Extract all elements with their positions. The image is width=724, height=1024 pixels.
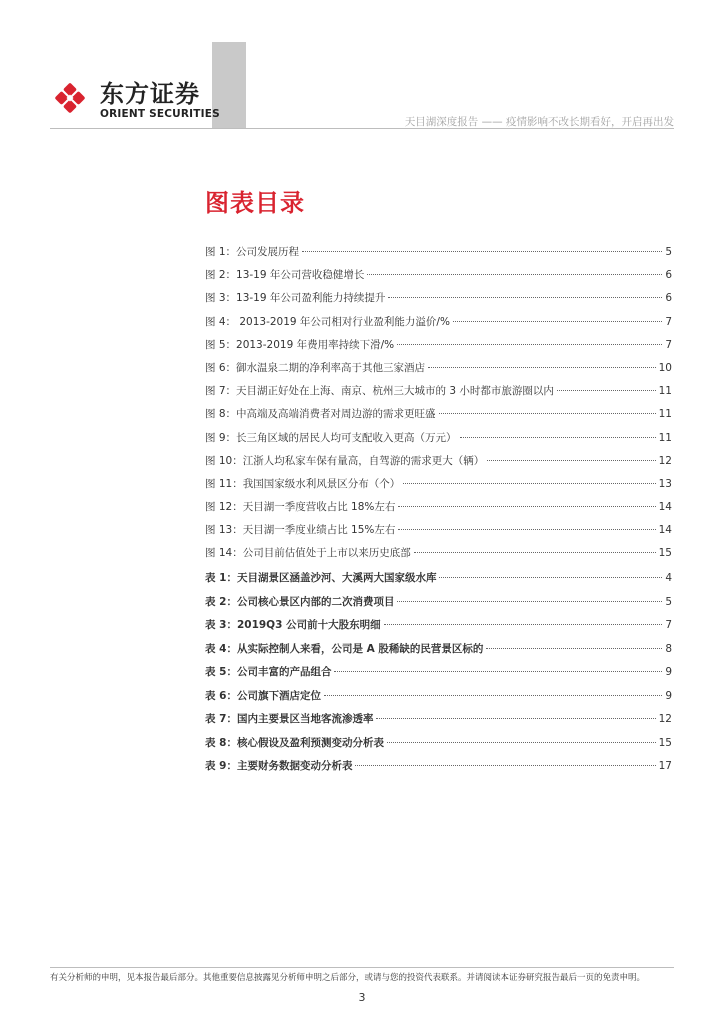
toc-figure-entry[interactable] [205, 453, 672, 476]
toc-entry-page: 7 [665, 619, 672, 631]
toc-dot-leader [398, 506, 655, 507]
toc-dot-leader [403, 483, 655, 484]
toc-entry-page: 7 [665, 338, 672, 351]
toc-entry-label: 图 1：公司发展历程 [205, 246, 300, 258]
toc-entry-label: 图 7：天目湖正好处在上海、南京、杭州三大城市的 3 小时都市旅游圈以内 [205, 385, 554, 398]
toc-table-entry[interactable] [205, 711, 672, 735]
toc-entry-page: 11 [658, 385, 672, 398]
toc-entry-page: 15 [658, 547, 672, 560]
figure-index-list [205, 244, 672, 569]
toc-dot-leader [439, 577, 662, 578]
toc-entry-page: 5 [665, 246, 672, 258]
toc-figure-entry[interactable] [205, 337, 672, 360]
toc-entry-label: 表 6：公司旗下酒店定位 [205, 689, 321, 702]
toc-entry-page: 13 [658, 477, 672, 490]
toc-dot-leader [367, 274, 662, 275]
toc-table-entry[interactable] [205, 570, 672, 594]
toc-figure-entry[interactable] [205, 406, 672, 429]
footer-disclaimer: 有关分析师的申明，见本报告最后部分。其他重要信息披露见分析师申明之后部分，或请与您的投资代表联系。并请阅读本证券研究报告最后一页的免责申明。 [50, 973, 646, 983]
logo-name-cn: 东方证券 [100, 80, 200, 108]
toc-dot-leader [324, 695, 662, 696]
toc-entry-page: 14 [658, 501, 672, 514]
toc-dot-leader [384, 624, 663, 625]
toc-table-entry[interactable] [205, 594, 672, 618]
toc-entry-label: 图 12：天目湖一季度营收占比 18%左右 [205, 501, 396, 514]
toc-figure-entry[interactable] [205, 522, 672, 545]
toc-dot-leader [376, 718, 655, 719]
toc-table-entry[interactable] [205, 735, 672, 759]
toc-dot-leader [557, 390, 656, 391]
toc-entry-page: 10 [658, 361, 672, 374]
toc-entry-page: 9 [665, 666, 672, 678]
toc-entry-label: 表 7：国内主要景区当地客流渗透率 [205, 713, 374, 725]
toc-entry-page: 4 [665, 572, 672, 584]
toc-entry-page: 11 [658, 431, 672, 444]
toc-entry-label: 图 3：13-19 年公司盈利能力持续提升 [205, 292, 386, 305]
toc-dot-leader [414, 552, 656, 553]
toc-entry-label: 图 10：江浙人均私家车保有量高，自驾游的需求更大（辆） [205, 454, 485, 467]
toc-table-entry[interactable] [205, 617, 672, 641]
toc-dot-leader [398, 529, 655, 530]
toc-entry-page: 7 [665, 315, 672, 328]
toc-dot-leader [460, 437, 656, 438]
toc-dot-leader [453, 321, 662, 322]
toc-figure-entry[interactable] [205, 267, 672, 290]
logo-name-en: ORIENT SECURITIES [100, 108, 220, 120]
toc-entry-label: 图 2：13-19 年公司营收稳健增长 [205, 269, 365, 282]
toc-figure-entry[interactable] [205, 383, 672, 406]
toc-figure-entry[interactable] [205, 244, 672, 267]
toc-figure-entry[interactable] [205, 360, 672, 383]
toc-entry-label: 图 6：御水温泉二期的净利率高于其他三家酒店 [205, 361, 426, 374]
toc-entry-page: 8 [665, 642, 672, 655]
toc-dot-leader [439, 413, 656, 414]
toc-dot-leader [397, 601, 662, 602]
orient-logo-icon [50, 78, 90, 118]
toc-entry-page: 5 [665, 595, 672, 608]
toc-table-entry[interactable] [205, 641, 672, 665]
toc-figure-entry[interactable] [205, 314, 672, 337]
toc-entry-page: 14 [658, 524, 672, 537]
header-divider [50, 128, 674, 129]
toc-entry-label: 表 9：主要财务数据变动分析表 [205, 760, 353, 772]
toc-figure-entry[interactable] [205, 476, 672, 499]
toc-entry-page: 6 [665, 269, 672, 282]
toc-entry-label: 图 9：长三角区域的居民人均可支配收入更高（万元） [205, 431, 457, 444]
toc-dot-leader [388, 297, 662, 298]
toc-entry-label: 图 14：公司目前估值处于上市以来历史底部 [205, 547, 411, 560]
toc-entry-label: 表 5：公司丰富的产品组合 [205, 666, 332, 678]
toc-table-entry[interactable] [205, 688, 672, 712]
footer-divider [50, 967, 674, 968]
report-caption: 天目湖深度报告 —— 疫情影响不改长期看好，开启再出发 [404, 116, 674, 128]
toc-entry-label: 图 8：中高端及高端消费者对周边游的需求更旺盛 [205, 408, 436, 421]
table-index-list [205, 570, 672, 782]
toc-table-entry[interactable] [205, 664, 672, 688]
toc-dot-leader [428, 367, 656, 368]
toc-entry-page: 11 [658, 408, 672, 421]
toc-entry-label: 表 8：核心假设及盈利预测变动分析表 [205, 736, 384, 749]
toc-entry-page: 17 [658, 760, 672, 772]
toc-figure-entry[interactable] [205, 499, 672, 522]
toc-entry-page: 15 [658, 736, 672, 749]
toc-dot-leader [302, 251, 662, 252]
toc-dot-leader [355, 765, 655, 766]
toc-entry-page: 9 [665, 689, 672, 702]
toc-figure-entry[interactable] [205, 545, 672, 568]
toc-title: 图表目录 [205, 189, 305, 217]
page-number: 3 [358, 991, 366, 1004]
toc-entry-label: 图 13：天目湖一季度业绩占比 15%左右 [205, 524, 396, 537]
toc-figure-entry[interactable] [205, 290, 672, 313]
toc-entry-label: 表 3：2019Q3 公司前十大股东明细 [205, 619, 381, 631]
toc-entry-page: 12 [658, 454, 672, 467]
toc-entry-label: 图 11：我国国家级水利风景区分布（个） [205, 477, 401, 490]
toc-entry-page: 6 [665, 292, 672, 305]
toc-table-entry[interactable] [205, 758, 672, 782]
toc-entry-label: 图 4： 2013-2019 年公司相对行业盈利能力溢价/% [205, 315, 450, 328]
toc-dot-leader [334, 671, 662, 672]
toc-dot-leader [397, 344, 662, 345]
toc-figure-entry[interactable] [205, 430, 672, 453]
toc-dot-leader [487, 460, 655, 461]
toc-entry-label: 表 2：公司核心景区内部的二次消费项目 [205, 595, 395, 608]
toc-entry-label: 表 4：从实际控制人来看，公司是 A 股稀缺的民营景区标的 [205, 642, 484, 655]
toc-dot-leader [387, 742, 656, 743]
toc-dot-leader [486, 648, 662, 649]
toc-entry-label: 表 1：天目湖景区涵盖沙河、大溪两大国家级水库 [205, 572, 437, 584]
toc-entry-label: 图 5：2013-2019 年费用率持续下滑/% [205, 338, 395, 351]
toc-entry-page: 12 [658, 713, 672, 725]
